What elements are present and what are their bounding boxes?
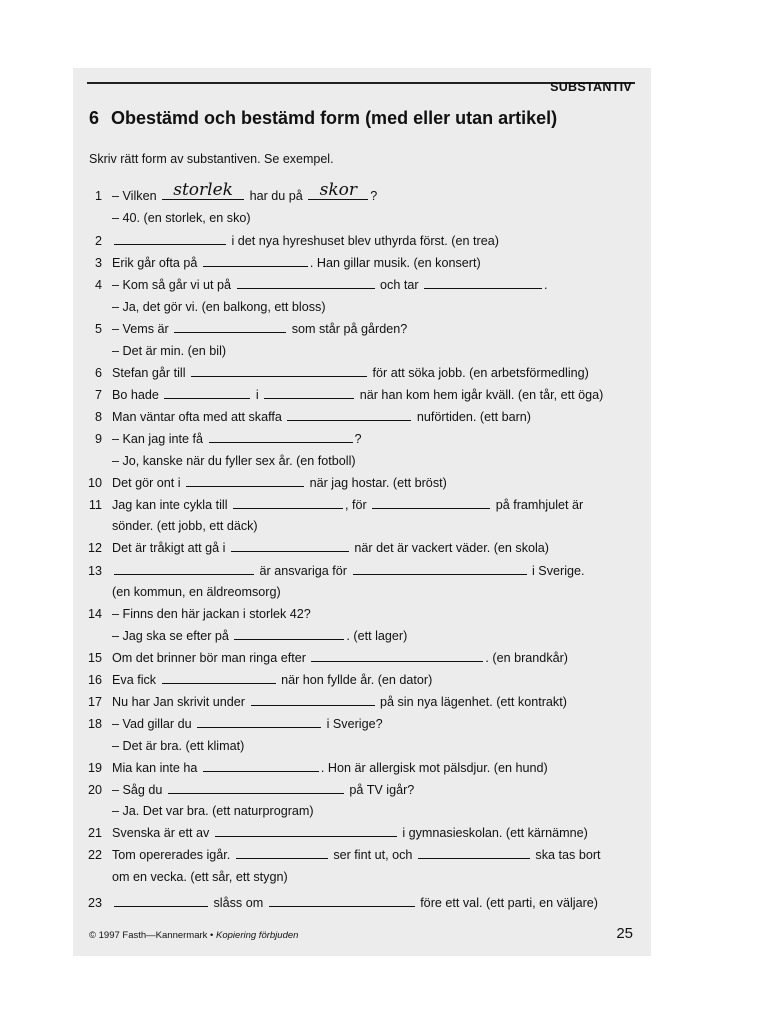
line-number: 1	[94, 189, 102, 203]
line-number: 10	[87, 476, 102, 490]
line-text: – Ja, det gör vi. (en balkong, ett bloss)	[112, 300, 326, 314]
line-content	[112, 604, 311, 624]
exercise-line	[0, 208, 768, 228]
exercise-line	[0, 823, 768, 843]
exercise-title	[89, 108, 557, 129]
line-text: Jag kan inte cykla till	[112, 498, 228, 512]
line-number: 17	[87, 695, 102, 709]
line-content	[112, 801, 314, 821]
line-text: i det nya hyreshuset blev uthyrda först. (en trea)	[231, 234, 499, 248]
line-content	[112, 495, 583, 515]
line-text: (en kommun, en äldreomsorg)	[112, 585, 281, 599]
line-number: 8	[94, 410, 102, 424]
section-label: SUBSTANTIV	[550, 80, 632, 94]
answer-blank[interactable]	[174, 319, 286, 333]
exercise-line	[0, 582, 768, 602]
exercise-line	[0, 385, 768, 405]
line-text: Nu har Jan skrivit under	[112, 695, 245, 709]
answer-blank[interactable]	[269, 893, 415, 907]
line-text: – Vad gillar du	[112, 717, 192, 731]
answer-blank[interactable]	[233, 495, 343, 509]
line-text: – 40. (en storlek, en sko)	[112, 211, 251, 225]
line-text: .	[544, 278, 548, 292]
line-number: 9	[94, 432, 102, 446]
line-text: på sin nya lägenhet. (ett kontrakt)	[380, 695, 567, 709]
line-text: när han kom hem igår kväll. (en tår, ett öga)	[359, 388, 604, 402]
line-content	[112, 780, 414, 800]
line-text: ska tas bort	[535, 848, 601, 862]
answer-blank[interactable]	[231, 538, 349, 552]
answer-blank[interactable]	[197, 714, 321, 728]
exercise-line	[0, 451, 768, 471]
line-content	[112, 670, 432, 690]
line-number: 15	[87, 651, 102, 665]
line-number: 22	[87, 848, 102, 862]
line-text: i Sverige.	[532, 564, 585, 578]
exercise-line	[0, 253, 768, 273]
exercise-number: 6	[89, 108, 100, 128]
line-text: – Det är min. (en bil)	[112, 344, 227, 358]
line-text: på TV igår?	[349, 783, 415, 797]
exercise-title-text: Obestämd och bestämd form (med eller utan artikel)	[111, 108, 558, 128]
exercise-line	[0, 714, 768, 734]
exercise-line	[0, 341, 768, 361]
line-text: . (ett lager)	[346, 629, 408, 643]
line-content	[112, 561, 585, 581]
line-content	[112, 626, 407, 646]
exercise-line	[0, 758, 768, 778]
answer-blank[interactable]	[203, 253, 308, 267]
line-text: – Kan jag inte få	[112, 432, 204, 446]
exercise-line	[0, 561, 768, 581]
line-text: – Såg du	[112, 783, 163, 797]
line-content	[112, 363, 589, 383]
line-number: 23	[87, 896, 102, 910]
line-text: Man väntar ofta med att skaffa	[112, 410, 282, 424]
answer-blank[interactable]	[418, 845, 530, 859]
line-content	[112, 407, 531, 427]
line-text: Eva fick	[112, 673, 157, 687]
line-text: för att söka jobb. (en arbetsförmedling)	[372, 366, 589, 380]
line-number: 14	[87, 607, 102, 621]
line-content	[112, 208, 251, 228]
answer-blank[interactable]	[287, 407, 411, 421]
answer-blank[interactable]	[353, 561, 527, 575]
line-content	[112, 823, 588, 843]
exercise-line	[0, 407, 768, 427]
line-number: 13	[87, 564, 102, 578]
exercise-line	[0, 626, 768, 646]
exercise-line	[0, 538, 768, 558]
line-text: när jag hostar. (ett bröst)	[309, 476, 447, 490]
exercise-line	[0, 429, 768, 449]
line-content	[112, 341, 226, 361]
answer-blank[interactable]	[164, 385, 250, 399]
line-content	[112, 758, 548, 778]
answer-blank[interactable]	[251, 692, 375, 706]
exercise-line	[0, 297, 768, 317]
line-text: Tom opererades igår.	[112, 848, 231, 862]
exercise-line	[0, 670, 768, 690]
line-content	[112, 451, 356, 471]
line-text: slåss om	[213, 896, 264, 910]
line-text: i Sverige?	[326, 717, 383, 731]
line-text: Bo hade	[112, 388, 159, 402]
line-content	[112, 275, 548, 295]
line-content	[112, 714, 383, 734]
line-content	[112, 180, 378, 206]
exercise-line	[0, 780, 768, 800]
exercise-line	[0, 692, 768, 712]
line-content	[112, 516, 258, 536]
answer-blank[interactable]	[209, 429, 353, 443]
line-number: 2	[94, 234, 102, 248]
line-content	[112, 736, 244, 756]
exercise-line	[0, 516, 768, 536]
line-text: . Hon är allergisk mot pälsdjur. (en hund)	[320, 761, 548, 775]
answer-blank[interactable]	[162, 670, 276, 684]
line-number: 6	[94, 366, 102, 380]
line-number: 3	[94, 256, 102, 270]
exercise-line	[0, 275, 768, 295]
footer-copyright	[89, 930, 298, 941]
line-content	[112, 582, 281, 602]
line-content	[112, 429, 362, 449]
line-text: Det gör ont i	[112, 476, 181, 490]
line-number: 20	[87, 783, 102, 797]
footer-separator: •	[207, 930, 217, 941]
exercise-line	[0, 893, 768, 913]
exercise-instruction: Skriv rätt form av substantiven. Se exempel.	[89, 152, 334, 166]
line-content	[112, 867, 288, 887]
line-text: – Finns den här jackan i storlek 42?	[112, 607, 311, 621]
answer-blank[interactable]	[203, 758, 319, 772]
copyright-text: © 1997 Fasth—Kannermark	[89, 930, 208, 941]
handwritten-answer: storlek	[173, 180, 233, 200]
line-number: 19	[87, 761, 102, 775]
line-number: 11	[88, 498, 102, 512]
answer-blank[interactable]	[308, 180, 368, 200]
exercise-line	[0, 363, 768, 383]
line-text: nuförtiden. (ett barn)	[416, 410, 531, 424]
line-content	[112, 538, 549, 558]
answer-blank[interactable]	[311, 648, 483, 662]
exercise-line	[0, 604, 768, 624]
answer-blank[interactable]	[191, 363, 367, 377]
answer-blank[interactable]	[186, 473, 304, 487]
exercise-line	[0, 473, 768, 493]
line-text: som står på gården?	[291, 322, 408, 336]
line-text: och tar	[380, 278, 419, 292]
line-text: Svenska är ett av	[112, 826, 210, 840]
line-number: 5	[94, 322, 102, 336]
line-text: sönder. (ett jobb, ett däck)	[112, 519, 258, 533]
answer-blank[interactable]	[114, 561, 254, 575]
line-text: är ansvariga för	[259, 564, 347, 578]
line-text: . (en brandkår)	[485, 651, 569, 665]
line-content	[112, 473, 447, 493]
line-content	[112, 231, 499, 251]
line-text: , för	[345, 498, 367, 512]
line-number: 16	[87, 673, 102, 687]
line-text: – Det är bra. (ett klimat)	[112, 739, 245, 753]
line-text: före ett val. (ett parti, en väljare)	[420, 896, 598, 910]
line-text: Mia kan inte ha	[112, 761, 198, 775]
answer-blank[interactable]	[215, 823, 397, 837]
answer-blank[interactable]	[114, 231, 226, 245]
answer-blank[interactable]	[162, 180, 244, 200]
answer-blank[interactable]	[264, 385, 354, 399]
line-content	[112, 648, 568, 668]
line-number: 18	[87, 717, 102, 731]
exercise-line	[0, 648, 768, 668]
exercise-line	[0, 845, 768, 865]
line-number: 21	[87, 826, 102, 840]
answer-blank[interactable]	[372, 495, 490, 509]
line-content	[112, 692, 567, 712]
line-text: Om det brinner bör man ringa efter	[112, 651, 306, 665]
answer-blank[interactable]	[114, 893, 208, 907]
answer-blank[interactable]	[424, 275, 542, 289]
exercise-line	[0, 231, 768, 251]
line-text: – Kom så går vi ut på	[112, 278, 232, 292]
exercise-line	[0, 495, 768, 515]
line-text: om en vecka. (ett sår, ett stygn)	[112, 870, 288, 884]
line-content	[112, 385, 603, 405]
exercise-line	[0, 180, 768, 206]
line-text: Stefan går till	[112, 366, 186, 380]
line-text: . Han gillar musik. (en konsert)	[309, 256, 481, 270]
line-text: i	[255, 388, 259, 402]
line-text: när hon fyllde år. (en dator)	[281, 673, 433, 687]
line-number: 4	[94, 278, 102, 292]
line-text: – Jag ska se efter på	[112, 629, 229, 643]
line-text: ser fint ut, och	[333, 848, 413, 862]
line-text: – Vems är	[112, 322, 169, 336]
line-text: ?	[354, 432, 362, 446]
line-number: 12	[87, 541, 102, 555]
copy-notice: Kopiering förbjuden	[216, 930, 299, 941]
exercise-line	[0, 736, 768, 756]
answer-blank[interactable]	[236, 845, 328, 859]
page-number: 25	[616, 925, 633, 942]
line-text: i gymnasieskolan. (ett kärnämne)	[402, 826, 588, 840]
answer-blank[interactable]	[234, 626, 344, 640]
line-content	[112, 845, 601, 865]
line-text: – Ja. Det var bra. (ett naturprogram)	[112, 804, 314, 818]
line-text: Erik går ofta på	[112, 256, 198, 270]
line-text: när det är vackert väder. (en skola)	[354, 541, 550, 555]
exercise-line	[0, 867, 768, 887]
answer-blank[interactable]	[237, 275, 375, 289]
line-number: 7	[94, 388, 102, 402]
line-text: på framhjulet är	[495, 498, 584, 512]
line-text: har du på	[249, 189, 303, 203]
line-text: Det är tråkigt att gå i	[112, 541, 226, 555]
line-text: ?	[370, 189, 378, 203]
exercise-line	[0, 319, 768, 339]
exercise-line	[0, 801, 768, 821]
line-text: – Vilken	[112, 189, 157, 203]
line-content	[112, 253, 481, 273]
handwritten-answer: skor	[319, 180, 357, 200]
line-content	[112, 893, 598, 913]
line-text: – Jo, kanske när du fyller sex år. (en fotboll)	[112, 454, 356, 468]
line-content	[112, 319, 407, 339]
answer-blank[interactable]	[168, 780, 344, 794]
line-content	[112, 297, 326, 317]
